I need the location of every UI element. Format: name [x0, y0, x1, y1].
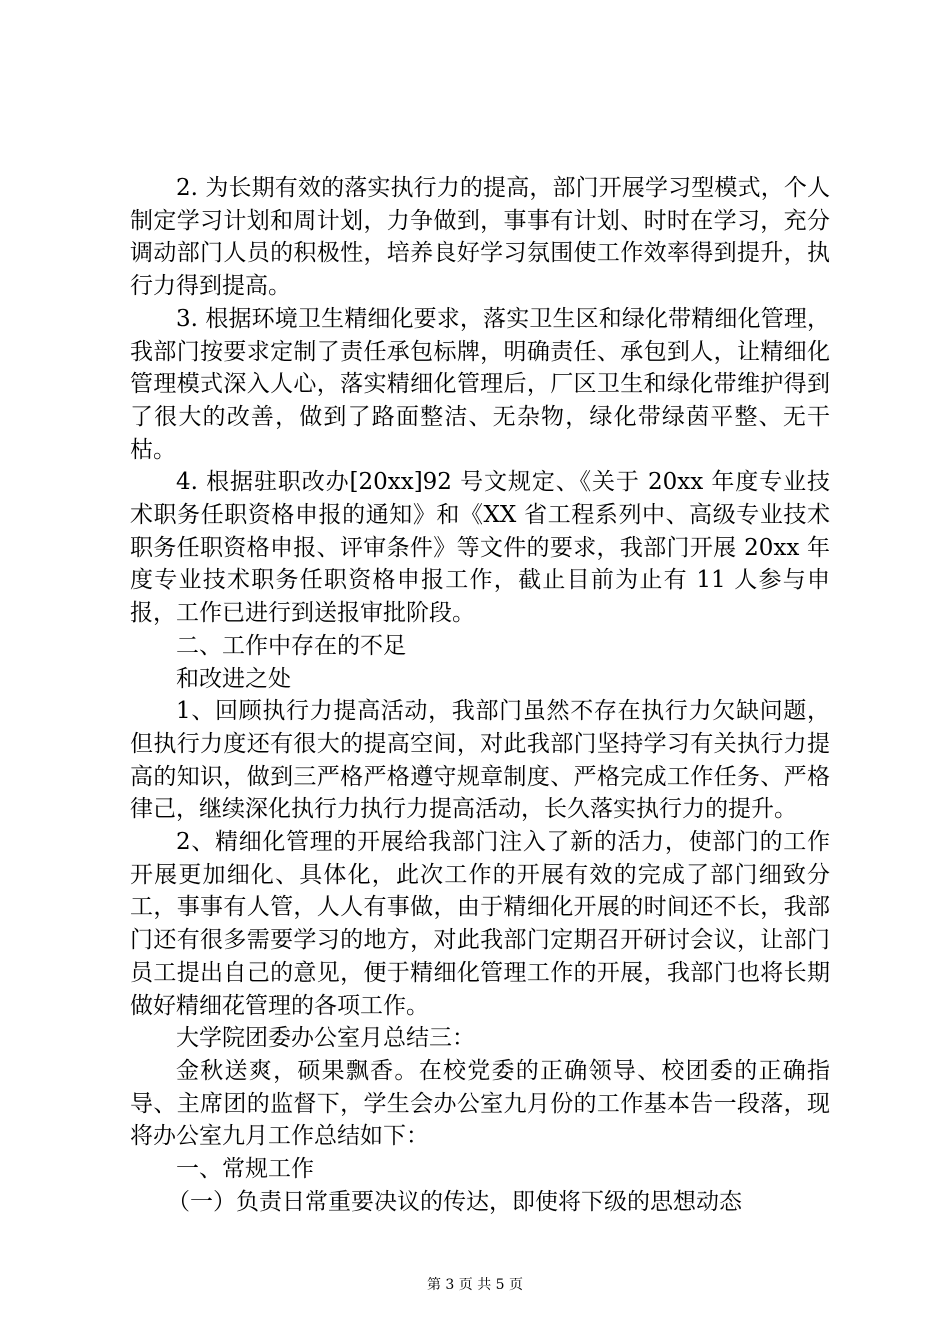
paragraph-routine-1: （一）负责日常重要决议的传达，即使将下级的思想动态 [167, 1188, 742, 1215]
summary-title: 大学院团委办公室月总结三： [176, 1025, 475, 1052]
paragraph-item-4: 4. 根据驻职改办[20xx]92 号文规定、《关于 20xx 年度专业技术职务任职资格申报的通知》和《XX 省工程系列中、高级专业技术职务任职资格申报、评审条件》等文件的要求，我部门开展 20xx 年度专业技术职务任职资格申报工作，截止目前为止有 11 人参与申报，工作已进行到送报审批阶段。 [130, 469, 830, 627]
paragraph-improvement-2: 2、精细化管理的开展给我部门注入了新的活力，使部门的工作开展更加细化、具体化，此次工作的开展有效的完成了部门细致分工，事事有人管，人人有事做，由于精细化开展的时间还不长，我部门还有很多需要学习的地方，对此我部门定期召开研讨会议，让部门员工提出自己的意见，便于精细化管理工作的开展，我部门也将长期做好精细花管理的各项工作。 [130, 829, 830, 1019]
paragraph-intro: 金秋送爽，硕果飘香。在校党委的正确领导、校团委的正确指导、主席团的监督下，学生会办公室九月份的工作基本告一段落，现将办公室九月工作总结如下： [130, 1057, 830, 1150]
section-heading-continuation: 和改进之处 [176, 665, 291, 692]
section-heading-routine: 一、常规工作 [176, 1156, 314, 1183]
page-footer: 第 3 页 共 5 页 [426, 1277, 524, 1293]
paragraph-improvement-1: 1、回顾执行力提高活动，我部门虽然不存在执行力欠缺问题，但执行力度还有很大的提高空间，对此我部门坚持学习有关执行力提高的知识，做到三严格严格遵守规章制度、严格完成工作任务、严格律己，继续深化执行力执行力提高活动，长久落实执行力的提升。 [130, 698, 830, 823]
paragraph-item-2: 2. 为长期有效的落实执行力的提高，部门开展学习型模式，个人制定学习计划和周计划，力争做到，事事有计划、时时在学习，充分调动部门人员的积极性，培养良好学习氛围使工作效率得到提升，执行力得到提高。 [130, 175, 830, 300]
body-text [130, 172, 830, 1219]
paragraph-item-3: 3. 根据环境卫生精细化要求，落实卫生区和绿化带精细化管理，我部门按要求定制了责任承包标牌，明确责任、承包到人，让精细化管理模式深入人心，落实精细化管理后，厂区卫生和绿化带维护得到了很大的改善，做到了路面整洁、无杂物，绿化带绿茵平整、无干枯。 [130, 305, 830, 463]
section-heading-shortcomings: 二、工作中存在的不足 [176, 632, 406, 659]
